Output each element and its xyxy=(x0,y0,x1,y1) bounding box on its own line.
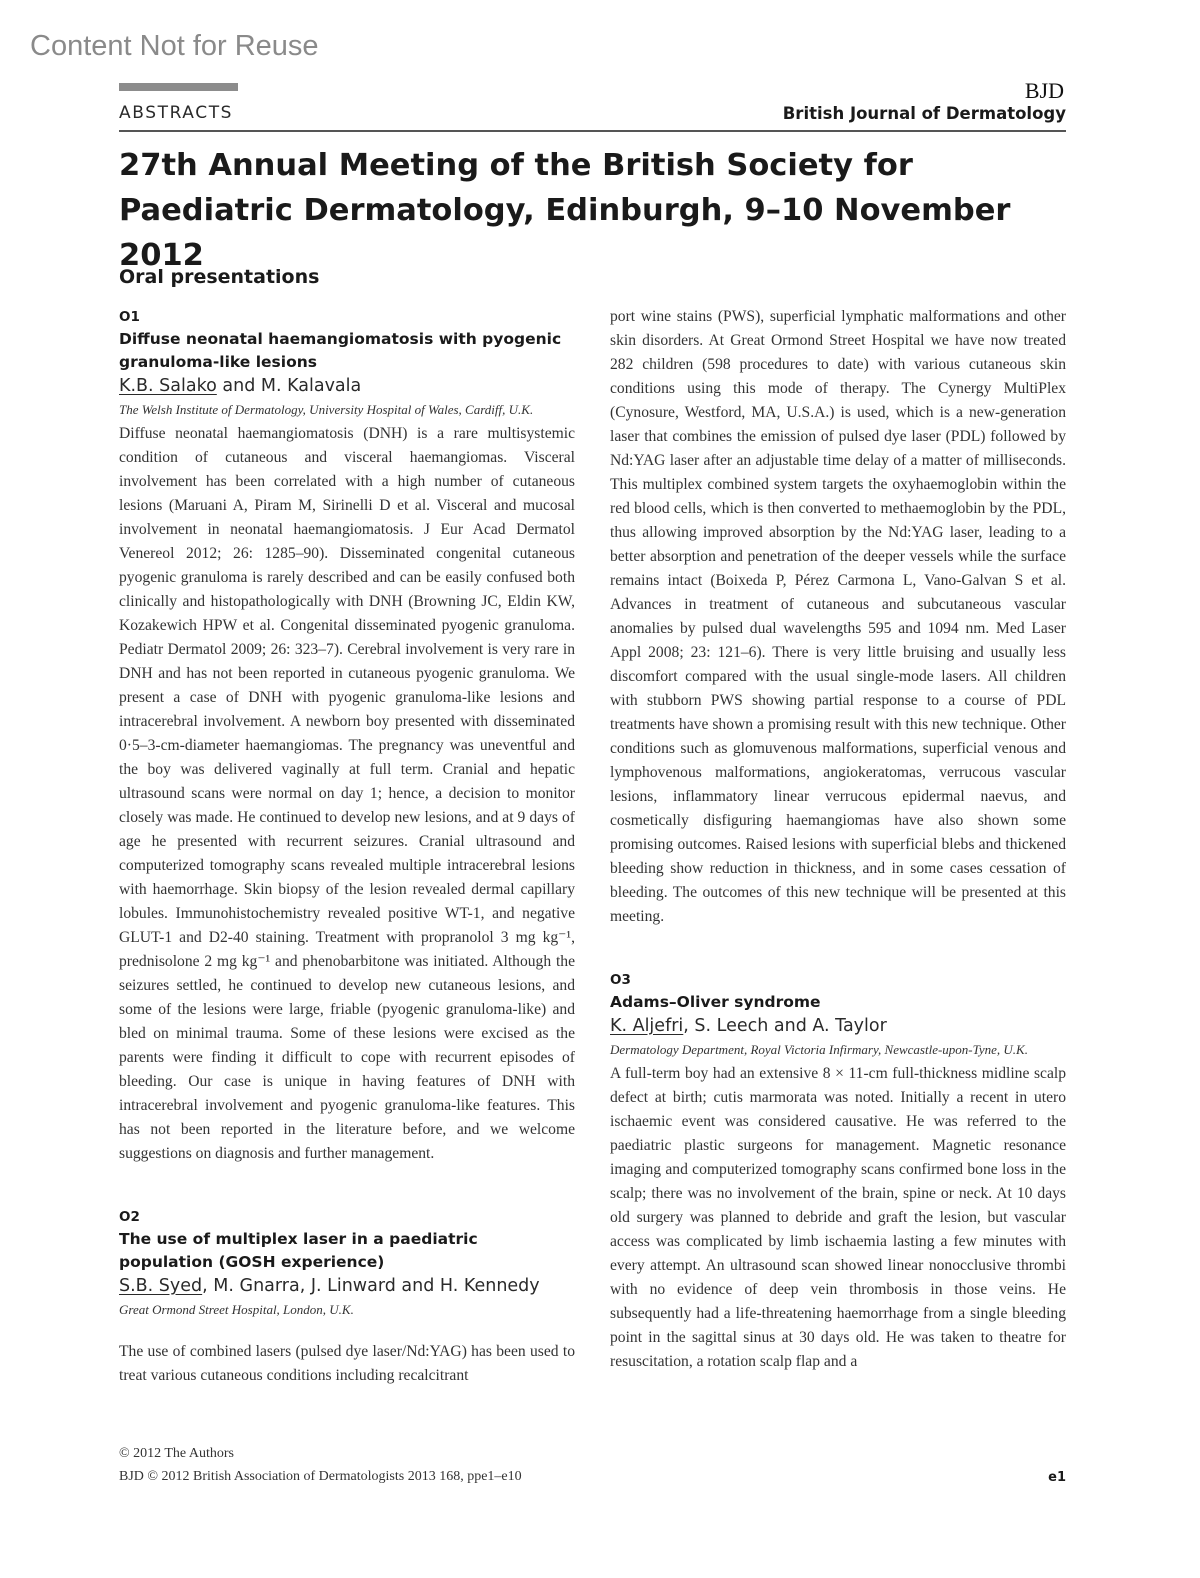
presenting-author: K. Aljefri xyxy=(610,1016,684,1036)
abstract-title: Adams–Oliver syndrome xyxy=(610,993,821,1011)
header-divider xyxy=(119,130,1066,132)
abstract-body: Diffuse neonatal haemangiomatosis (DNH) is a rare multisystemic condition of cutaneous and visceral haemangiomas. Visceral involvement has been correlated with a high number of cutaneous lesions (Maruani A, Piram M, Sirinelli D et al. Visceral and mucosal involvement in neonatal haemangiomatosis. J Eur Acad Dermatol Venereol 2012; 26: 1285–90). Disseminated congenital cutaneous pyogenic granuloma is rarely described and can be easily confused both clinically and histopathologically with DNH (Browning JC, Eldin KW, Kozakewich HPW et al. Congenital disseminated pyogenic granuloma. Pediatr Dermatol 2009; 26: 323–7). Cerebral involvement is very rare in DNH and has not been reported in cutaneous pyogenic granuloma. We present a case of DNH with pyogenic granuloma-like lesions and intracerebral involvement. A newborn boy presented with disseminated 0·5–3-cm-diameter haemangiomas. The pregnancy was uneventful and the boy was delivered vaginally at full term. Cranial and hepatic ultrasound scans were normal on day 1; hence, a decision to monitor closely was made. He continued to develop new lesions, and at 9 days of age he presented with recurrent seizures. Cranial ultrasound and computerized tomography scans revealed multiple intracerebral lesions with haemorrhage. Skin biopsy of the lesion revealed dermal capillary lobules. Immunohistochemistry revealed positive WT-1, and negative GLUT-1 and D2-40 staining. Treatment with propranolol 3 mg kg⁻¹, prednisolone 2 mg kg⁻¹ and phenobarbitone was initiated. Although the seizures settled, he continued to develop new cutaneous lesions, and some of the lesions were large, friable (pyogenic granuloma-like) and bled on minimal trauma. Some of these lesions were excised as the parents were finding it difficult to cope with recurrent episodes of bleeding. Our case is unique in having features of DNH with intracerebral involvement and pyogenic granuloma-like features. This has not been reported in the literature before, and we welcome suggestions on diagnosis and further management. xyxy=(119,425,575,1162)
abstract-o3 xyxy=(610,969,1066,1374)
abstract-body-start: The use of combined lasers (pulsed dye laser/Nd:YAG) has been used to treat various cutaneous conditions including recalcitrant xyxy=(119,1343,575,1384)
co-authors: , M. Gnarra, J. Linward and H. Kennedy xyxy=(202,1276,540,1296)
abstract-title: Diffuse neonatal haemangiomatosis with pyogenic granuloma-like lesions xyxy=(119,330,562,371)
co-authors: and M. Kalavala xyxy=(216,376,362,396)
footer-citation: BJD © 2012 British Association of Dermatologists 2013 168, ppe1–e10 xyxy=(119,1469,522,1484)
abstract-authors xyxy=(119,374,575,398)
co-authors: , S. Leech and A. Taylor xyxy=(683,1016,887,1036)
abstract-affiliation: Great Ormond Street Hospital, London, U.K. xyxy=(119,1302,354,1317)
abstract-affiliation: The Welsh Institute of Dermatology, University Hospital of Wales, Cardiff, U.K. xyxy=(119,402,534,417)
section-label: ABSTRACTS xyxy=(119,103,234,123)
right-column xyxy=(610,305,1066,1374)
abstract-o2 xyxy=(119,1206,575,1388)
watermark: Content Not for Reuse xyxy=(30,30,319,62)
page-number: e1 xyxy=(1048,1470,1066,1485)
left-column xyxy=(119,306,575,1388)
abstract-authors xyxy=(119,1274,575,1298)
abstract-body: A full-term boy had an extensive 8 × 11-cm full-thickness midline scalp defect at birth; cutis marmorata was noted. Initially a recent in utero ischaemic event was considered causative. He was referred to the paediatric plastic surgeons for management. Magnetic resonance imaging and computerized tomography scans confirmed bone loss in the scalp; there was no involvement of the brain, spine or neck. At 10 days old surgery was planned to debride and graft the lesion, but vascular access was complicated by limb ischaemia lasting a few minutes with every attempt. An ultrasound scan showed linear nonocclusive thrombi with no evidence of deep vein thrombosis in those veins. He subsequently had a life-threatening haemorrhage from a single bleeding point in the sagittal sinus at 30 days old. He was taken to theatre for resuscitation, a rotation scalp flap and a xyxy=(610,1065,1066,1370)
abstract-number: O3 xyxy=(610,972,631,988)
abstract-authors xyxy=(610,1014,1066,1038)
abstract-o1 xyxy=(119,306,575,1166)
abstract-number: O2 xyxy=(119,1209,140,1225)
abstract-affiliation: Dermatology Department, Royal Victoria Infirmary, Newcastle-upon-Tyne, U.K. xyxy=(610,1042,1028,1057)
footer-copyright: © 2012 The Authors xyxy=(119,1446,234,1461)
presenting-author: S.B. Syed xyxy=(119,1276,203,1296)
journal-abbrev: BJD xyxy=(1024,78,1064,103)
abstract-title: The use of multiplex laser in a paediatric population (GOSH experience) xyxy=(119,1230,478,1271)
abstract-number: O1 xyxy=(119,309,140,325)
journal-name: British Journal of Dermatology xyxy=(782,104,1066,123)
section-heading: Oral presentations xyxy=(119,266,320,288)
header-accent-bar xyxy=(119,83,238,91)
presenting-author: K.B. Salako xyxy=(119,376,217,396)
page-title: 27th Annual Meeting of the British Society for Paediatric Dermatology, Edinburgh, 9–10 November 2012 xyxy=(119,148,1011,273)
abstract-body-continued: port wine stains (PWS), superficial lymphatic malformations and other skin disorders. At Great Ormond Street Hospital we have now treated 282 children (598 procedures to date) with various cutaneous skin conditions using this mode of therapy. The Cynergy MultiPlex (Cynosure, Westford, MA, U.S.A.) is used, which is a new-generation laser that combines the emission of pulsed dye laser (PDL) followed by Nd:YAG laser after an adjustable time delay of a matter of milliseconds. This multiplex combined system targets the oxyhaemoglobin within the red blood cells, which is then converted to methaemoglobin by the PDL, thus allowing improved absorption by the Nd:YAG laser, leading to a better absorption and penetration of the deeper vessels while the surface remains intact (Boixeda P, Pérez Carmona L, Vano-Galvan S et al. Advances in treatment of cutaneous and subcutaneous vascular anomalies by pulsed dual wavelengths 595 and 1094 nm. Med Laser Appl 2008; 23: 121–6). There is very little bruising and usually less discomfort compared with the usual single-mode lasers. All children with stubborn PWS showing partial response to a course of PDL treatments have shown a promising result with this new technique. Other conditions such as glomuvenous malformations, superficial venous and lymphovenous malformations, angiokeratomas, verrucous vascular lesions, inflammatory linear verrucous epidermal naevus, and cosmetically disfiguring haemangiomas have also shown some promising outcomes. Raised lesions with superficial blebs and thickened bleeding show reduction in thickness, and in some cases cessation of bleeding. The outcomes of this new technique will be presented at this meeting. xyxy=(610,308,1066,925)
